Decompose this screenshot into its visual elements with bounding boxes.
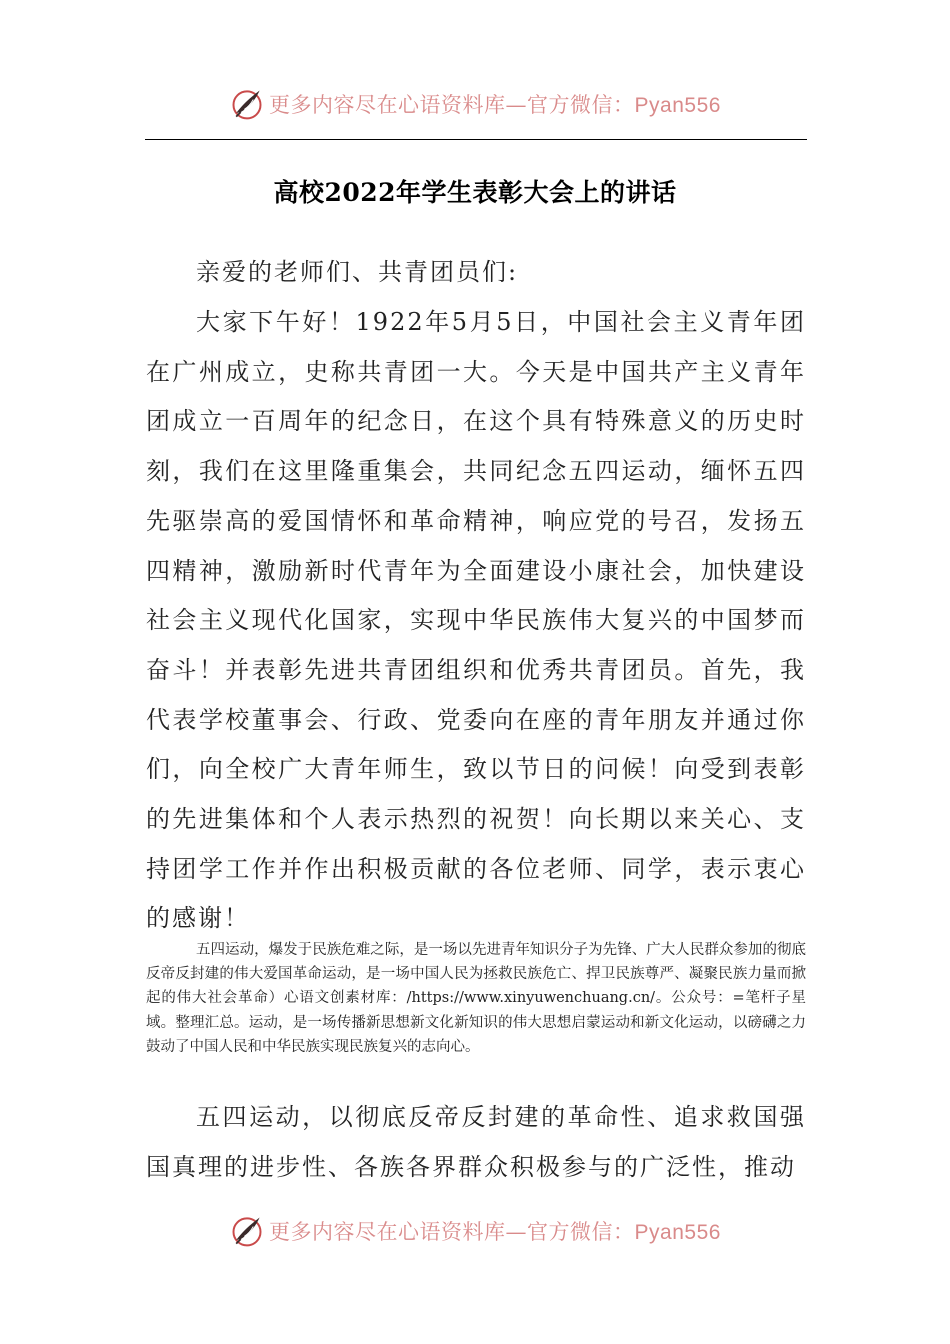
header-watermark-text: 更多内容尽在心语资料库—官方微信：Pyan556: [269, 93, 721, 117]
header-divider: [145, 139, 807, 140]
footer-watermark: [0, 1211, 950, 1251]
salutation: 亲爱的老师们、共青团员们:: [196, 258, 519, 286]
quill-pen-logo-icon: [229, 86, 265, 122]
header-watermark-id: Pyan556: [634, 94, 721, 117]
quill-pen-logo-icon: [229, 1213, 265, 1249]
footer-watermark-text: 更多内容尽在心语资料库—官方微信：Pyan556: [269, 1220, 721, 1244]
document-title: 高校2022年学生表彰大会上的讲话: [273, 178, 677, 207]
footer-watermark-id: Pyan556: [634, 1221, 721, 1244]
body-paragraph-2: 五四运动，以彻底反帝反封建的革命性、追求救国强国真理的进步性、各族各界群众积极参与的广泛性，推动: [146, 1103, 806, 1181]
note-paragraph: 五四运动，爆发于民族危难之际，是一场以先进青年知识分子为先锋、广大人民群众参加的彻底反帝反封建的伟大爱国革命运动，是一场中国人民为拯救民族危亡、捍卫民族尊严、凝聚民族力量而掀起的伟大社会革命）心语文创素材库：/https://www.xinyuwenchuang.cn/。公众号：=笔杆子星域。整理汇总。运动，是一场传播新思想新文化新知识的伟大思想启蒙运动和新文化运动，以磅礴之力鼓动了中国人民和中华民族实现民族复兴的志向心。: [146, 942, 806, 1055]
header-watermark: [0, 84, 950, 124]
body-paragraph-1: 大家下午好！1922年5月5日，中国社会主义青年团在广州成立，史称共青团一大。今天是中国共产主义青年团成立一百周年的纪念日，在这个具有特殊意义的历史时刻，我们在这里隆重集会，共同纪念五四运动，缅怀五四先驱崇高的爱国情怀和革命精神，响应党的号召，发扬五四精神，激励新时代青年为全面建设小康社会，加快建设社会主义现代化国家，实现中华民族伟大复兴的中国梦而奋斗！并表彰先进共青团组织和优秀共青团员。首先，我代表学校董事会、行政、党委向在座的青年朋友并通过你们，向全校广大青年师生，致以节日的问候！向受到表彰的先进集体和个人表示热烈的祝贺！向长期以来关心、支持团学工作并作出积极贡献的各位老师、同学，表示衷心的感谢！: [146, 308, 806, 933]
